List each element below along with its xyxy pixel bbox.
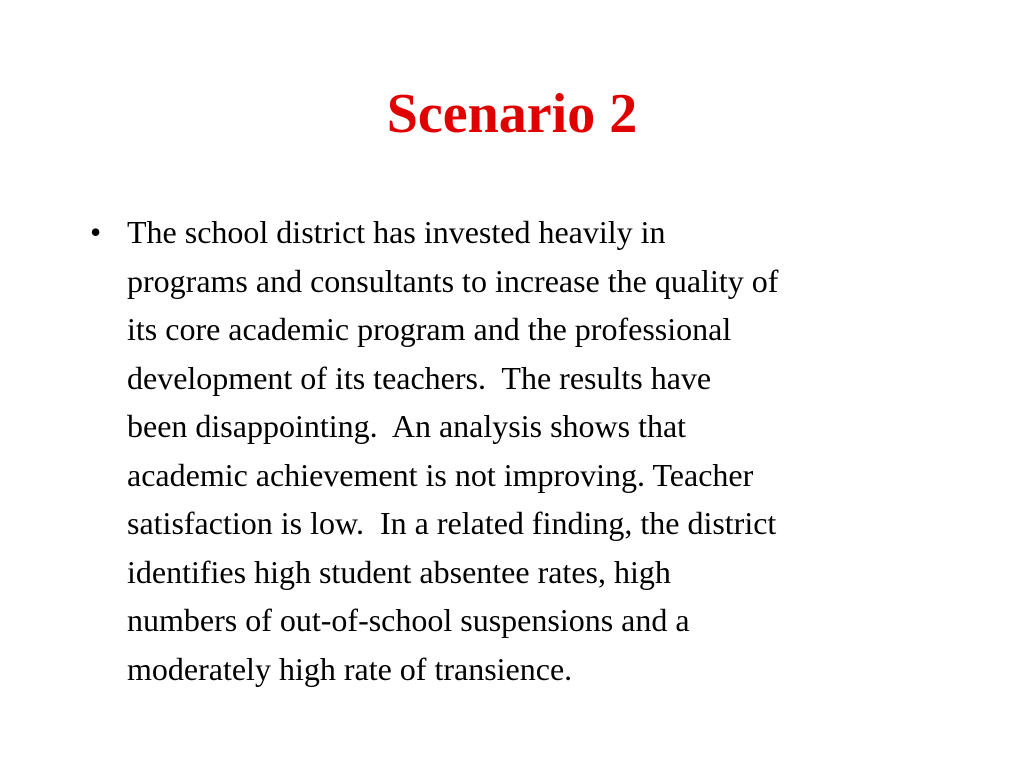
bullet-line: numbers of out-of-school suspensions and a (127, 602, 690, 638)
bullet-line: programs and consultants to increase the quality of (127, 262, 779, 299)
slide-title: Scenario 2 (386, 83, 638, 145)
bullet-line: moderately high rate of transience. (127, 650, 573, 687)
bullet-line: identifies high student absentee rates, high (127, 553, 671, 590)
bullet-line: The school district has invested heavily in (127, 214, 666, 250)
bullet-item (90, 208, 970, 693)
bullet-text (127, 208, 778, 693)
bullet-line: been disappointing. An analysis shows that (127, 408, 687, 444)
bullet-line: satisfaction is low. In a related finding, the district (127, 505, 777, 541)
bullet-marker: • (90, 214, 102, 250)
bullet-line: development of its teachers. The results have (127, 359, 712, 396)
bullet-list (90, 208, 970, 693)
bullet-line: its core academic program and the professional (127, 311, 732, 347)
bullet-line: academic achievement is not improving. Teacher (127, 456, 754, 493)
